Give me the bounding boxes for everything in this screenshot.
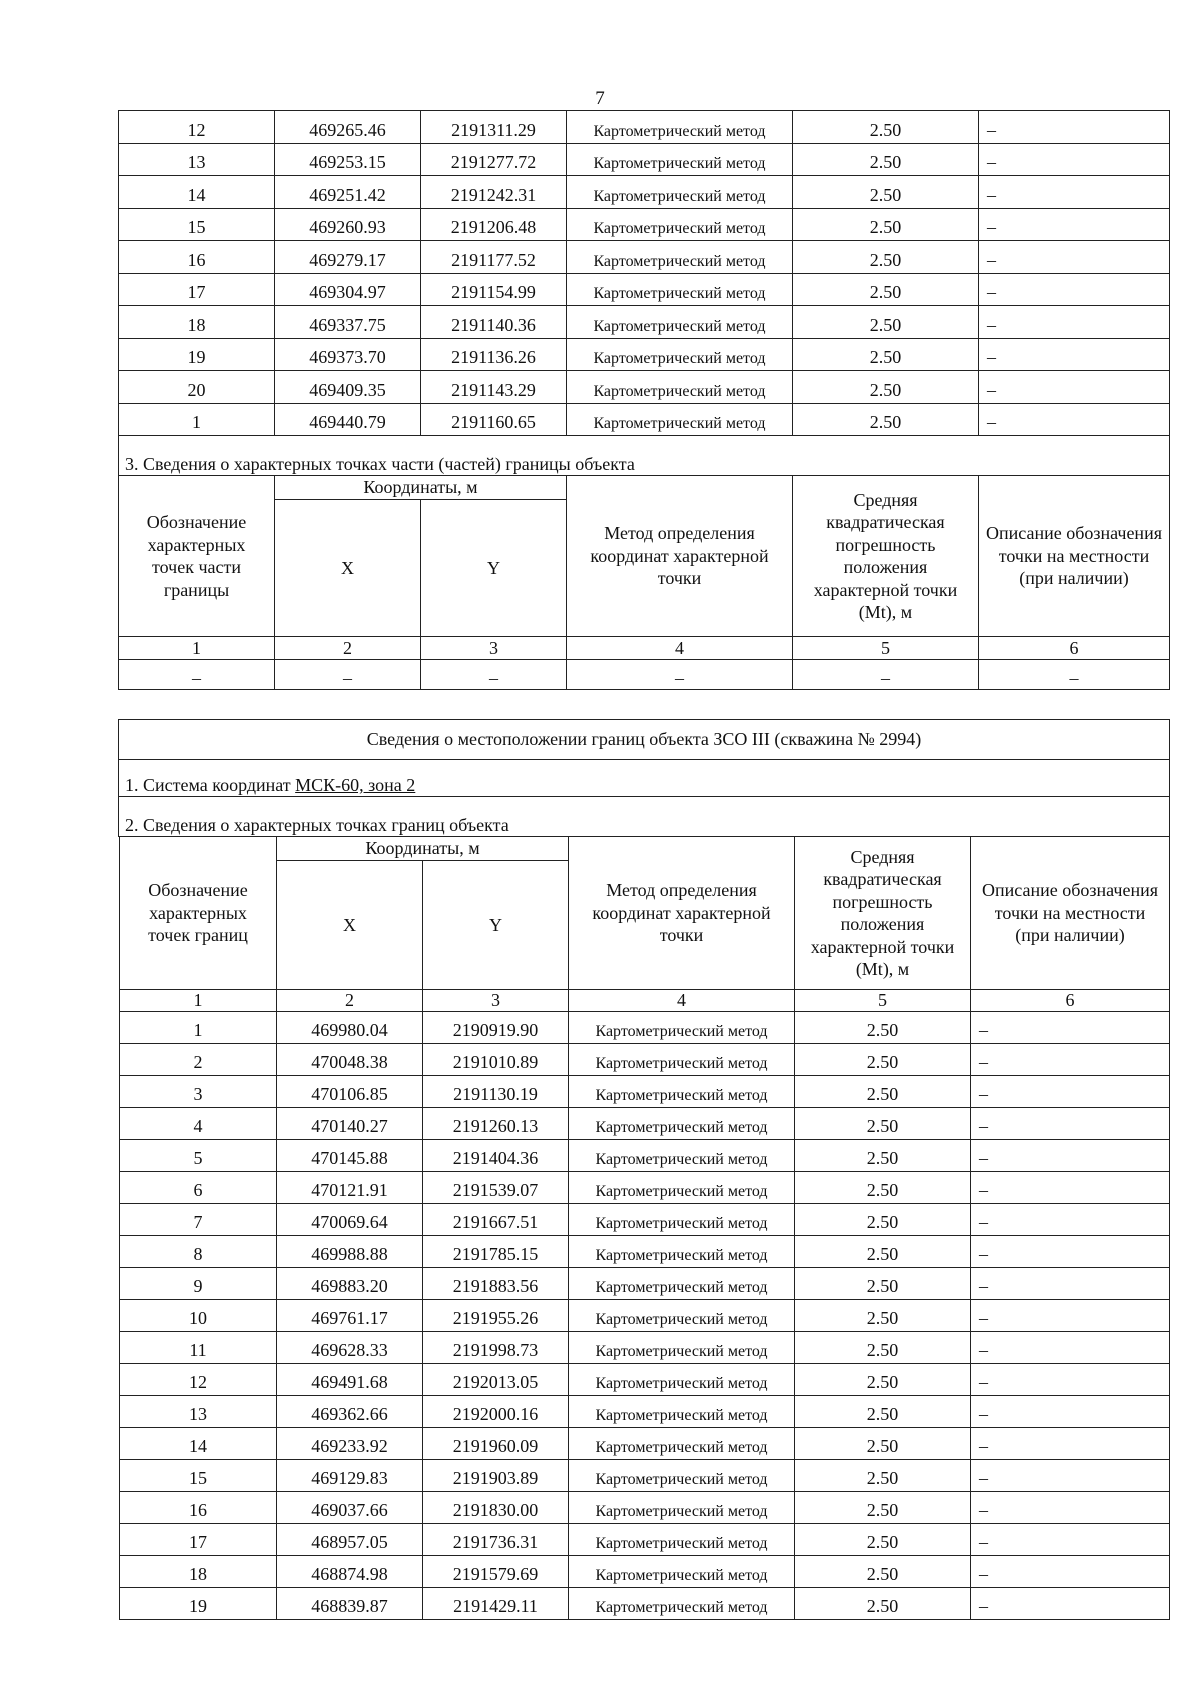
col-header-point: Обозначение характерных точек части границы — [119, 476, 275, 637]
coord-x: 469628.33 — [277, 1332, 423, 1364]
error-value: 2.50 — [793, 143, 979, 176]
coord-y: 2192013.05 — [423, 1364, 569, 1396]
col-header-desc: Описание обозначения точки на местности (при наличии) — [979, 476, 1170, 637]
coord-x: 469980.04 — [277, 1012, 423, 1044]
description: – — [979, 403, 1170, 436]
coord-y: 2191311.29 — [421, 111, 567, 144]
coord-x: 469373.70 — [275, 338, 421, 371]
table-row — [119, 338, 1170, 371]
col-number: 2 — [275, 637, 421, 660]
description: – — [971, 1588, 1170, 1620]
table-row — [120, 1012, 1170, 1044]
col-number: 1 — [120, 990, 277, 1012]
error-value: 2.50 — [795, 1396, 971, 1428]
description: – — [971, 1076, 1170, 1108]
description: – — [971, 1556, 1170, 1588]
point-number: 15 — [119, 208, 275, 241]
point-number: 1 — [119, 403, 275, 436]
method: Картометрический метод — [569, 1524, 795, 1556]
error-value: 2.50 — [793, 403, 979, 436]
coord-x: 469253.15 — [275, 143, 421, 176]
table-row — [120, 1588, 1170, 1620]
boundary-points-table-top — [118, 110, 1170, 690]
point-number: 1 — [120, 1012, 277, 1044]
error-value: 2.50 — [795, 1108, 971, 1140]
error-value: 2.50 — [795, 1332, 971, 1364]
point-number: 5 — [120, 1140, 277, 1172]
coord-x: 468957.05 — [277, 1524, 423, 1556]
description: – — [979, 371, 1170, 404]
table-row — [120, 1140, 1170, 1172]
error-value: 2.50 — [795, 1460, 971, 1492]
col-number: 6 — [979, 637, 1170, 660]
method: Картометрический метод — [567, 143, 793, 176]
table-row — [120, 1268, 1170, 1300]
table-row — [119, 306, 1170, 339]
error-value: 2.50 — [795, 1172, 971, 1204]
point-number: 8 — [120, 1236, 277, 1268]
boundary-points-table-bottom — [119, 836, 1170, 1620]
method: Картометрический метод — [567, 241, 793, 274]
description: – — [971, 1268, 1170, 1300]
empty-cell: – — [793, 660, 979, 690]
error-value: 2.50 — [793, 241, 979, 274]
table-row — [119, 176, 1170, 209]
method: Картометрический метод — [569, 1204, 795, 1236]
coord-x: 470121.91 — [277, 1172, 423, 1204]
error-value: 2.50 — [793, 338, 979, 371]
coord-x: 469883.20 — [277, 1268, 423, 1300]
error-value: 2.50 — [795, 1364, 971, 1396]
error-value: 2.50 — [793, 371, 979, 404]
coord-y: 2191785.15 — [423, 1236, 569, 1268]
coord-system-label: 1. Система координат — [125, 775, 291, 795]
empty-cell: – — [275, 660, 421, 690]
coord-x: 470048.38 — [277, 1044, 423, 1076]
error-value: 2.50 — [793, 208, 979, 241]
error-value: 2.50 — [793, 111, 979, 144]
coord-y: 2191998.73 — [423, 1332, 569, 1364]
point-number: 16 — [119, 241, 275, 274]
table-row — [120, 1492, 1170, 1524]
method: Картометрический метод — [569, 1172, 795, 1204]
table-row — [120, 1556, 1170, 1588]
description: – — [971, 1364, 1170, 1396]
method: Картометрический метод — [569, 1140, 795, 1172]
table-row — [120, 1396, 1170, 1428]
table-row — [120, 1428, 1170, 1460]
col-header-y: Y — [421, 500, 567, 637]
zso-heading: Сведения о местоположении границ объекта ЗСО III (скважина № 2994) — [119, 720, 1170, 760]
page-number: 7 — [595, 88, 605, 109]
col-header-coords: Координаты, м — [275, 476, 567, 500]
section3-title: 3. Сведения о характерных точках части (частей) границы объекта — [119, 436, 1170, 476]
coord-y: 2191260.13 — [423, 1108, 569, 1140]
method: Картометрический метод — [569, 1556, 795, 1588]
point-number: 12 — [119, 111, 275, 144]
point-number: 18 — [119, 306, 275, 339]
method: Картометрический метод — [569, 1396, 795, 1428]
table-row — [120, 1524, 1170, 1556]
description: – — [971, 1524, 1170, 1556]
coord-y: 2191130.19 — [423, 1076, 569, 1108]
point-number: 13 — [120, 1396, 277, 1428]
table-row — [120, 1332, 1170, 1364]
coord-x: 469337.75 — [275, 306, 421, 339]
description: – — [971, 1108, 1170, 1140]
coord-y: 2191143.29 — [421, 371, 567, 404]
error-value: 2.50 — [795, 1268, 971, 1300]
method: Картометрический метод — [569, 1588, 795, 1620]
method: Картометрический метод — [567, 371, 793, 404]
method: Картометрический метод — [569, 1460, 795, 1492]
method: Картометрический метод — [569, 1044, 795, 1076]
description: – — [971, 1236, 1170, 1268]
col-number: 3 — [423, 990, 569, 1012]
coord-x: 469260.93 — [275, 208, 421, 241]
col-header-error: Средняя квадратическая погрешность положения характерной точки (Mt), м — [793, 476, 979, 637]
col-number: 4 — [567, 637, 793, 660]
col-header-y: Y — [423, 861, 569, 990]
coord-x: 469440.79 — [275, 403, 421, 436]
method: Картометрический метод — [567, 176, 793, 209]
col-number: 4 — [569, 990, 795, 1012]
description: – — [971, 1012, 1170, 1044]
coord-x: 469129.83 — [277, 1460, 423, 1492]
error-value: 2.50 — [795, 1492, 971, 1524]
method: Картометрический метод — [569, 1012, 795, 1044]
coord-x: 469491.68 — [277, 1364, 423, 1396]
method: Картометрический метод — [567, 338, 793, 371]
table-row — [120, 1172, 1170, 1204]
point-number: 6 — [120, 1172, 277, 1204]
description: – — [971, 1044, 1170, 1076]
coord-x: 469233.92 — [277, 1428, 423, 1460]
coord-y: 2191736.31 — [423, 1524, 569, 1556]
coord-x: 470145.88 — [277, 1140, 423, 1172]
table-row — [119, 208, 1170, 241]
point-number: 16 — [120, 1492, 277, 1524]
coord-y: 2191539.07 — [423, 1172, 569, 1204]
table-row — [120, 1076, 1170, 1108]
error-value: 2.50 — [793, 176, 979, 209]
description: – — [979, 306, 1170, 339]
method: Картометрический метод — [569, 1364, 795, 1396]
coord-system-line — [119, 760, 1170, 797]
coord-y: 2191242.31 — [421, 176, 567, 209]
empty-cell: – — [421, 660, 567, 690]
method: Картометрический метод — [569, 1428, 795, 1460]
description: – — [971, 1332, 1170, 1364]
method: Картометрический метод — [569, 1492, 795, 1524]
description: – — [971, 1396, 1170, 1428]
point-number: 19 — [119, 338, 275, 371]
col-header-method: Метод определения координат характерной точки — [569, 837, 795, 990]
table-row — [120, 1108, 1170, 1140]
error-value: 2.50 — [795, 1556, 971, 1588]
point-number: 13 — [119, 143, 275, 176]
coord-x: 470069.64 — [277, 1204, 423, 1236]
table-row — [120, 1204, 1170, 1236]
point-number: 9 — [120, 1268, 277, 1300]
point-number: 15 — [120, 1460, 277, 1492]
table-row — [120, 1236, 1170, 1268]
coord-y: 2192000.16 — [423, 1396, 569, 1428]
error-value: 2.50 — [795, 1428, 971, 1460]
coord-x: 470106.85 — [277, 1076, 423, 1108]
point-number: 4 — [120, 1108, 277, 1140]
coord-x: 469988.88 — [277, 1236, 423, 1268]
method: Картометрический метод — [569, 1268, 795, 1300]
col-number: 6 — [971, 990, 1170, 1012]
error-value: 2.50 — [795, 1588, 971, 1620]
error-value: 2.50 — [795, 1204, 971, 1236]
description: – — [971, 1428, 1170, 1460]
point-number: 14 — [120, 1428, 277, 1460]
description: – — [971, 1460, 1170, 1492]
error-value: 2.50 — [795, 1524, 971, 1556]
col-header-error: Средняя квадратическая погрешность положения характерной точки (Mt), м — [795, 837, 971, 990]
error-value: 2.50 — [795, 1236, 971, 1268]
top-rows-body — [119, 111, 1170, 436]
point-number: 20 — [119, 371, 275, 404]
col-number: 5 — [793, 637, 979, 660]
method: Картометрический метод — [569, 1300, 795, 1332]
table-row — [119, 111, 1170, 144]
empty-cell: – — [979, 660, 1170, 690]
method: Картометрический метод — [567, 208, 793, 241]
error-value: 2.50 — [795, 1012, 971, 1044]
description: – — [971, 1204, 1170, 1236]
description: – — [979, 338, 1170, 371]
table-row — [119, 241, 1170, 274]
method: Картометрический метод — [569, 1076, 795, 1108]
method: Картометрический метод — [567, 273, 793, 306]
coord-y: 2191830.00 — [423, 1492, 569, 1524]
error-value: 2.50 — [795, 1300, 971, 1332]
coord-y: 2191154.99 — [421, 273, 567, 306]
point-number: 17 — [120, 1524, 277, 1556]
coord-y: 2191177.52 — [421, 241, 567, 274]
point-number: 10 — [120, 1300, 277, 1332]
error-value: 2.50 — [795, 1140, 971, 1172]
coord-y: 2191667.51 — [423, 1204, 569, 1236]
method: Картометрический метод — [569, 1236, 795, 1268]
empty-cell: – — [567, 660, 793, 690]
coord-y: 2191579.69 — [423, 1556, 569, 1588]
method: Картометрический метод — [567, 306, 793, 339]
coord-x: 468839.87 — [277, 1588, 423, 1620]
coord-x: 468874.98 — [277, 1556, 423, 1588]
point-number: 3 — [120, 1076, 277, 1108]
error-value: 2.50 — [795, 1044, 971, 1076]
points-title: 2. Сведения о характерных точках границ объекта — [119, 797, 1170, 837]
coord-system-block — [118, 759, 1170, 837]
coord-system-value: МСК-60, зона 2 — [295, 775, 416, 795]
col-header-x: X — [275, 500, 421, 637]
coord-y: 2191010.89 — [423, 1044, 569, 1076]
coord-x: 469409.35 — [275, 371, 421, 404]
point-number: 7 — [120, 1204, 277, 1236]
coord-y: 2190919.90 — [423, 1012, 569, 1044]
col-header-method: Метод определения координат характерной точки — [567, 476, 793, 637]
col-header-x: X — [277, 861, 423, 990]
coord-x: 469279.17 — [275, 241, 421, 274]
zso-heading-block — [118, 719, 1170, 760]
col-header-point: Обозначение характерных точек границ — [120, 837, 277, 990]
point-number: 2 — [120, 1044, 277, 1076]
col-number: 3 — [421, 637, 567, 660]
error-value: 2.50 — [793, 273, 979, 306]
table-row — [120, 1044, 1170, 1076]
method: Картометрический метод — [567, 403, 793, 436]
description: – — [979, 241, 1170, 274]
point-number: 12 — [120, 1364, 277, 1396]
col-number: 1 — [119, 637, 275, 660]
point-number: 19 — [120, 1588, 277, 1620]
method: Картометрический метод — [569, 1332, 795, 1364]
coord-y: 2191404.36 — [423, 1140, 569, 1172]
table-row — [120, 1300, 1170, 1332]
table-row — [120, 1364, 1170, 1396]
empty-cell: – — [119, 660, 275, 690]
col-header-coords: Координаты, м — [277, 837, 569, 861]
coord-x: 469761.17 — [277, 1300, 423, 1332]
col-header-desc: Описание обозначения точки на местности (при наличии) — [971, 837, 1170, 990]
point-number: 11 — [120, 1332, 277, 1364]
coord-x: 469362.66 — [277, 1396, 423, 1428]
description: – — [971, 1300, 1170, 1332]
error-value: 2.50 — [795, 1076, 971, 1108]
table-row — [120, 1460, 1170, 1492]
description: – — [979, 143, 1170, 176]
coord-x: 469265.46 — [275, 111, 421, 144]
method: Картометрический метод — [567, 111, 793, 144]
description: – — [979, 208, 1170, 241]
table-row — [119, 371, 1170, 404]
method: Картометрический метод — [569, 1108, 795, 1140]
description: – — [971, 1172, 1170, 1204]
table-row — [119, 143, 1170, 176]
col-number: 5 — [795, 990, 971, 1012]
description: – — [971, 1492, 1170, 1524]
description: – — [971, 1140, 1170, 1172]
coord-y: 2191206.48 — [421, 208, 567, 241]
coord-x: 469304.97 — [275, 273, 421, 306]
coord-y: 2191883.56 — [423, 1268, 569, 1300]
description: – — [979, 273, 1170, 306]
coord-x: 470140.27 — [277, 1108, 423, 1140]
coord-y: 2191140.36 — [421, 306, 567, 339]
table-row — [119, 403, 1170, 436]
coord-y: 2191160.65 — [421, 403, 567, 436]
bottom-rows-body — [120, 1012, 1170, 1620]
coord-x: 469251.42 — [275, 176, 421, 209]
coord-y: 2191136.26 — [421, 338, 567, 371]
point-number: 14 — [119, 176, 275, 209]
table-row — [119, 273, 1170, 306]
description: – — [979, 176, 1170, 209]
coord-y: 2191960.09 — [423, 1428, 569, 1460]
coord-y: 2191955.26 — [423, 1300, 569, 1332]
description: – — [979, 111, 1170, 144]
coord-y: 2191429.11 — [423, 1588, 569, 1620]
coord-y: 2191277.72 — [421, 143, 567, 176]
point-number: 17 — [119, 273, 275, 306]
error-value: 2.50 — [793, 306, 979, 339]
point-number: 18 — [120, 1556, 277, 1588]
coord-y: 2191903.89 — [423, 1460, 569, 1492]
col-number: 2 — [277, 990, 423, 1012]
coord-x: 469037.66 — [277, 1492, 423, 1524]
